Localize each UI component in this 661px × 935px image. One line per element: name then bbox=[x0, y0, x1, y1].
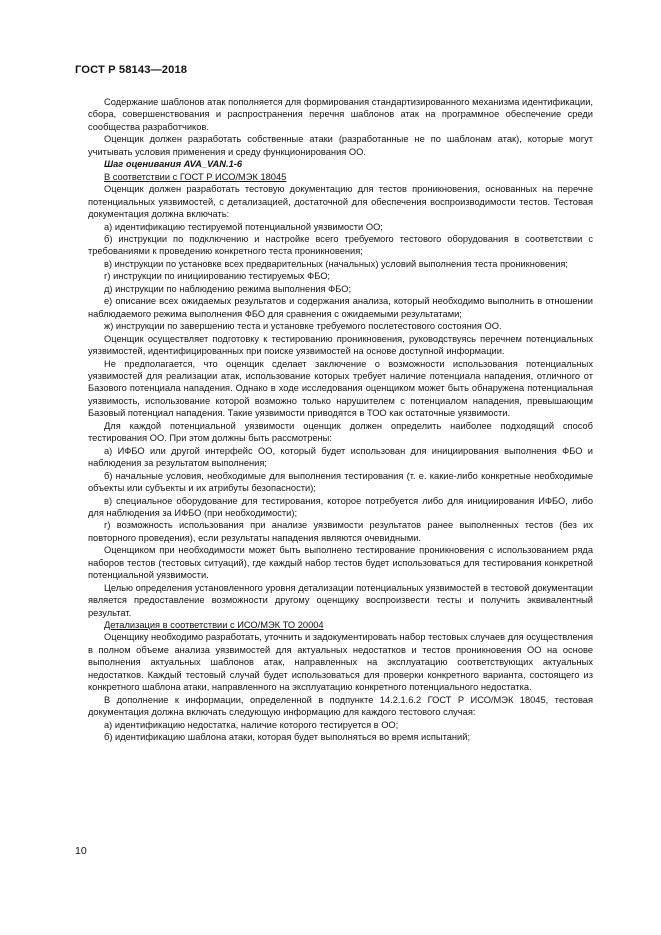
paragraph: Целью определения установленного уровня детализации потенциальных уязвимостей в тестовой документации является предоставление возможности другому оценщику воспроизвести тесты и получить эквивалентный результат. bbox=[88, 582, 593, 618]
paragraph: Оценщик должен разработать собственные атаки (разработанные не по шаблонам атак), которые могут учитывать условия применения и среду функционирования ОО. bbox=[88, 134, 593, 157]
paragraph: Оценщик осуществляет подготовку к тестированию проникновения, руководствуясь перечнем потенциальных уязвимостей, идентифицированных при поиске уязвимостей на основе доступной информации. bbox=[88, 333, 593, 357]
list-item: д) инструкции по наблюдению режима выполнения ФБО; bbox=[104, 283, 352, 294]
paragraph: Для каждой потенциальной уязвимости оценщик должен определить наиболее подходящий способ тестирования ОО. При этом должны быть рассмотрены: bbox=[88, 420, 593, 444]
section-subheading: В соответствии с ГОСТ Р ИСО/МЭК 18045 bbox=[104, 171, 287, 182]
page-number: 10 bbox=[75, 845, 87, 857]
page-header-title: ГОСТ Р 58143—2018 bbox=[75, 64, 188, 76]
document-body bbox=[88, 96, 593, 744]
section-subheading: Детализация в соответствии с ИСО/МЭК ТО 20004 bbox=[104, 620, 324, 631]
paragraph: Оценщик должен разработать тестовую документацию для тестов проникновения, основанных на перечне потенциальных уязвимостей, с детализацией, достаточной для обеспечения воспроизводимости тестов. Тестовая документация должна включать: bbox=[88, 184, 593, 220]
list-item: а) идентификацию недостатка, наличие которого тестируется в ОО; bbox=[104, 719, 399, 730]
paragraph: в) инструкции по установке всех предварительных (начальных) условий выполнения теста проникновения; bbox=[104, 258, 568, 269]
paragraph: Оценщику необходимо разработать, уточнить и задокументировать набор тестовых случаев для осуществления в полном объеме анализа уязвимостей для актуальных недостатков и тестов проникновения ОО на основе выполнения актуальных шаблонов атак, направленных на эксплуатацию соответствующих актуальных недостатков. Каждый тестовый случай будет использоваться для проверки конкретного варианта, состоящего из конкретного шаблона атаки, направленного на эксплуатацию конкретного потенциального недостатка. bbox=[88, 632, 593, 693]
paragraph: в) специальное оборудование для тестирования, которое потребуется либо для инициирования ИФБО, либо для наблюдения за ИФБО (при необходимости); bbox=[88, 495, 593, 518]
list-item: г) инструкции по инициированию тестируемых ФБО; bbox=[104, 271, 331, 282]
paragraph: Оценщиком при необходимости может быть выполнено тестирование проникновения с использованием ряда наборов тестов (тестовых ситуаций), где каждый набор тестов будет использоваться для тестирования конкретной потенциальной уязвимости. bbox=[88, 545, 593, 581]
paragraph: Содержание шаблонов атак пополняется для формирования стандартизированного механизма идентификации, сбора, совершенствования и распространения перечня шаблонов атак на программное обеспечение среди сообщества разработчиков. bbox=[88, 97, 593, 132]
paragraph: а) ИФБО или другой интерфейс ОО, который будет использован для инициирования выполнения ФБО и наблюдения за результатом выполнения; bbox=[88, 445, 593, 469]
list-item: ж) инструкции по завершению теста и установке требуемого послетестового состояния ОО. bbox=[104, 321, 502, 332]
list-item: б) идентификацию шаблона атаки, которая будет выполняться во время испытаний; bbox=[104, 732, 471, 743]
paragraph: е) описание всех ожидаемых результатов и содержания анализа, который необходимо выполнить в отношении наблюдаемого режима выполнения ФБО для сравнения с ожидаемыми результатами; bbox=[88, 296, 593, 319]
step-heading: Шаг оценивания AVA_VAN.1-6 bbox=[104, 159, 243, 170]
paragraph: б) инструкции по подключению и настройке всего требуемого тестового оборудования в соответствии с требованиями к проведению конкретного теста проникновения; bbox=[88, 233, 593, 257]
paragraph: б) начальные условия, необходимые для выполнения тестирования (т. е. какие-либо конкретные необходимые объекты или субъекты и их атрибуты безопасности); bbox=[88, 470, 593, 494]
list-item: а) идентификацию тестируемой потенциальной уязвимости ОО; bbox=[104, 221, 383, 232]
paragraph: г) возможность использования при анализе уязвимости результатов ранее выполненных тестов (без их повторного проведения), если результаты нападения являются очевидными. bbox=[88, 520, 593, 543]
paragraph: В дополнение к информации, определенной в подпункте 14.2.1.6.2 ГОСТ Р ИСО/МЭК 18045, тестовая документация должна включать следующую информацию для каждого тестового случая: bbox=[88, 694, 593, 718]
paragraph: Не предполагается, что оценщик сделает заключение о возможности использования потенциальных уязвимостей для реализации атак, использование которых требует наличие потенциала нападения, отличного от Базового потенциала нападения. Однако в ходе исследования оценщиком может быть обнаружена потенциальная уязвимость, использование которой возможно только нарушителем с потенциалом нападения, превышающим Базовый потенциал нападения. Такие уязвимости приводятся в ТОО как остаточные уязвимости. bbox=[88, 358, 593, 419]
